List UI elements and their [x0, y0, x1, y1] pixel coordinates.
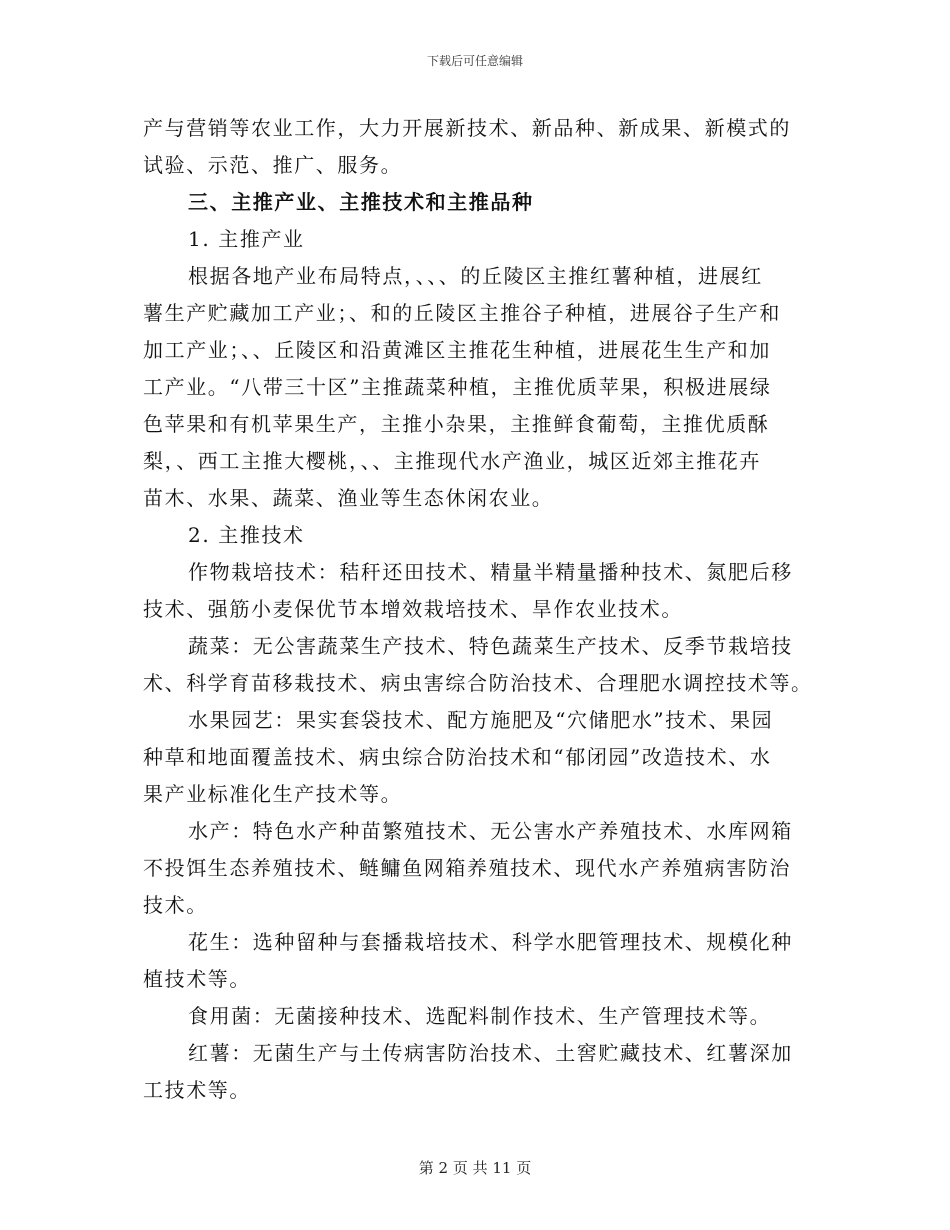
text-line: 水果园艺：果实套袋技术、配方施肥及“穴储肥水”技术、果园: [188, 708, 774, 732]
document-body: [143, 110, 813, 1109]
text-line: 根据各地产业布局特点，、、、的丘陵区主推红薯种植，进展红: [188, 264, 763, 288]
text-line: 植技术等。: [143, 967, 251, 991]
text-line: 工产业。“八带三十区”主推蔬菜种植，主推优质苹果，积极进展绿: [143, 375, 772, 399]
text-line: 花生：选种留种与套播栽培技术、科学水肥管理技术、规模化种: [188, 930, 793, 954]
page-header: 下载后可任意编辑: [426, 54, 523, 68]
text-line: 食用菌：无菌接种技术、选配料制作技术、生产管理技术等。: [188, 1004, 772, 1028]
text-line: 工技术等。: [143, 1078, 251, 1102]
text-line: 色苹果和有机苹果生产，主推小杂果，主推鲜食葡萄，主推优质酥: [143, 412, 770, 436]
section-heading: 三、主推产业、主推技术和主推品种: [188, 190, 534, 214]
text-line: 种草和地面覆盖技术、病虫综合防治技术和“郁闭园”改造技术、水: [143, 745, 772, 769]
text-line: 术、科学育苗移栽技术、病虫害综合防治技术、合理肥水调控技术等。: [143, 671, 813, 695]
text-line: 梨，、西工主推大樱桃，、、主推现代水产渔业，城区近郊主推花卉: [143, 449, 761, 473]
text-line: 试验、示范、推广、服务。: [143, 153, 403, 177]
text-line: 技术。: [143, 893, 208, 917]
text-line: 2. 主推技术: [188, 523, 305, 547]
text-line: 产与营销等农业工作，大力开展新技术、新品种、新成果、新模式的: [143, 116, 791, 140]
page-footer: 第 2 页 共 11 页: [418, 1159, 532, 1177]
text-line: 水产：特色水产种苗繁殖技术、无公害水产养殖技术、水库网箱: [188, 819, 793, 843]
text-line: 薯生产贮藏加工产业；、和的丘陵区主推谷子种植，进展谷子生产和: [143, 301, 781, 325]
text-line: 果产业标准化生产技术等。: [143, 782, 403, 806]
text-line: 作物栽培技术：秸秆还田技术、精量半精量播种技术、氮肥后移: [188, 560, 793, 584]
text-line: 不投饵生态养殖技术、鲢鳙鱼网箱养殖技术、现代水产养殖病害防治: [143, 856, 791, 880]
text-line: 红薯：无菌生产与土传病害防治技术、土窖贮藏技术、红薯深加: [188, 1041, 793, 1065]
text-line: 蔬菜：无公害蔬菜生产技术、特色蔬菜生产技术、反季节栽培技: [188, 634, 793, 658]
text-line: 苗木、水果、蔬菜、渔业等生态休闲农业。: [143, 486, 554, 510]
text-line: 加工产业；、、丘陵区和沿黄滩区主推花生种植，进展花生生产和加: [143, 338, 771, 362]
text-line: 技术、强筋小麦保优节本增效栽培技术、旱作农业技术。: [143, 597, 683, 621]
text-line: 1. 主推产业: [188, 227, 305, 251]
